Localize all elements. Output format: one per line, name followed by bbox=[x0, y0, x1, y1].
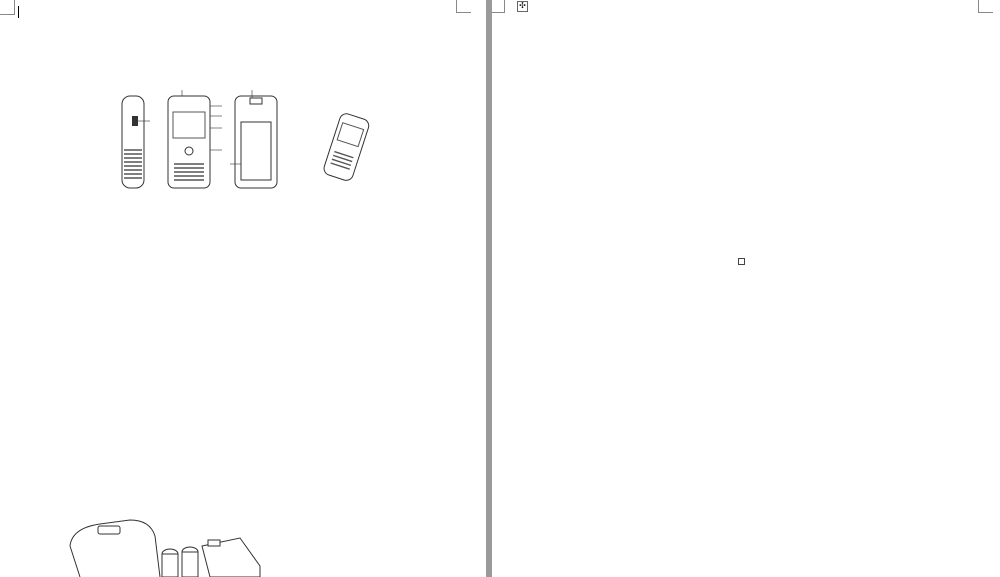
crop-mark bbox=[456, 0, 471, 13]
table-move-handle-icon[interactable]: ✣ bbox=[517, 1, 528, 12]
crop-mark bbox=[492, 0, 505, 13]
battery-drawing bbox=[60, 516, 290, 577]
crop-mark bbox=[0, 0, 15, 15]
left-page bbox=[0, 0, 486, 577]
right-page bbox=[492, 0, 1000, 577]
table-resize-handle[interactable] bbox=[738, 258, 745, 265]
crop-mark bbox=[978, 0, 993, 13]
product-drawing bbox=[110, 84, 390, 194]
text-cursor bbox=[18, 6, 19, 18]
